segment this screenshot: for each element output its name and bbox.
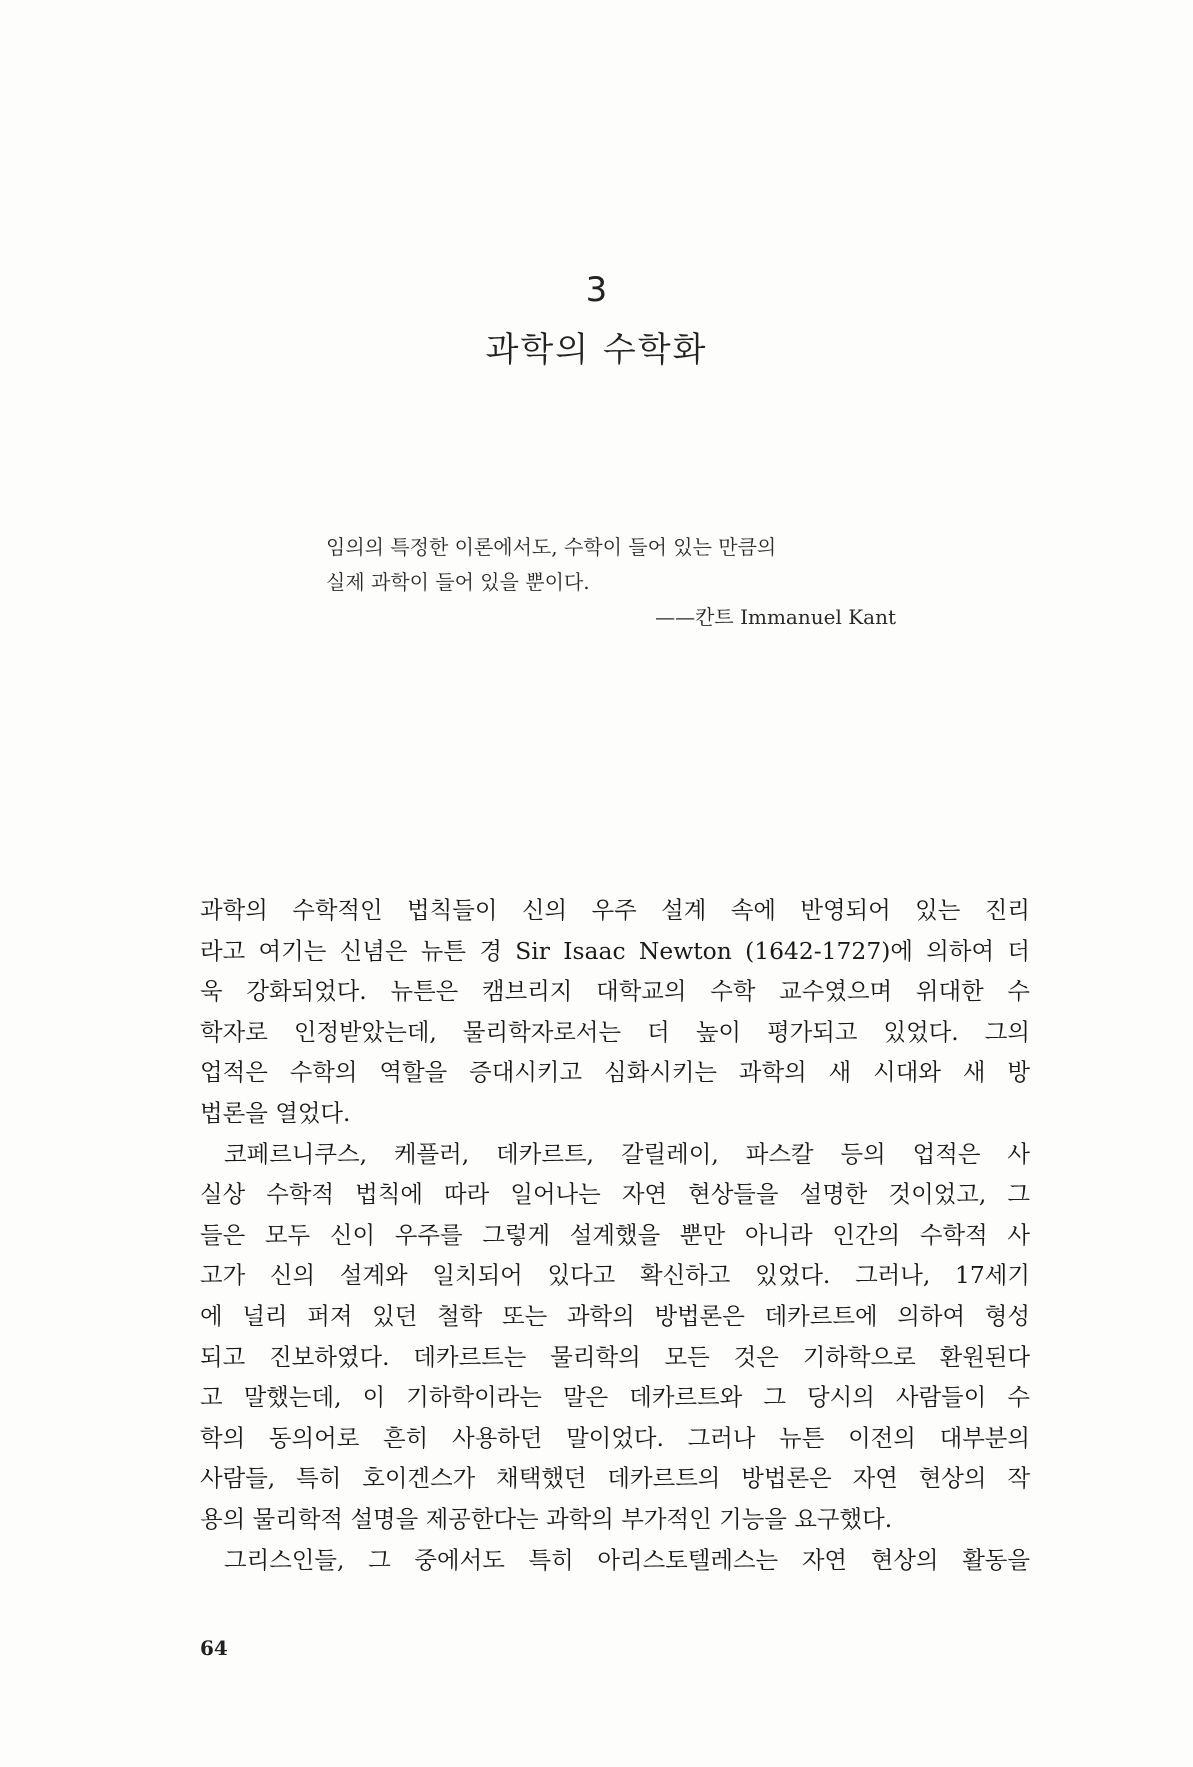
body-line: 욱 강화되었다. 뉴튼은 캠브리지 대학교의 수학 교수였으며 위대한 수 <box>200 977 1030 1006</box>
body-line: 코페르니쿠스, 케플러, 데카르트, 갈릴레이, 파스칼 등의 업적은 사 <box>224 1139 1030 1168</box>
body-line: 라고 여기는 신념은 뉴튼 경 Sir Isaac Newton (1642-1727)에 의하여 더 <box>200 936 1030 965</box>
body-line: 고 말했는데, 이 기하학이라는 말은 데카르트와 그 당시의 사람들이 수 <box>200 1383 1030 1412</box>
page-number: 64 <box>200 1636 228 1660</box>
body-line: 학자로 인정받았는데, 물리학자로서는 더 높이 평가되고 있었다. 그의 <box>200 1017 1030 1046</box>
body-line: 들은 모두 신이 우주를 그렇게 설계했을 뿐만 아니라 인간의 수학적 사 <box>200 1220 1030 1249</box>
body-text <box>200 890 1030 1580</box>
epigraph-attribution: ——칸트 Immanuel Kant <box>655 605 896 629</box>
epigraph <box>326 530 896 635</box>
body-line: 사람들, 특히 호이겐스가 채택했던 데카르트의 방법론은 자연 현상의 작 <box>200 1464 1030 1493</box>
body-line: 학의 동의어로 흔히 사용하던 말이었다. 그러나 뉴튼 이전의 대부분의 <box>200 1423 1030 1452</box>
epigraph-line: 임의의 특정한 이론에서도, 수학이 들어 있는 만큼의 <box>326 535 777 559</box>
body-line: 법론을 열었다. <box>200 1098 351 1127</box>
body-line: 실상 수학적 법칙에 따라 일어나는 자연 현상들을 설명한 것이었고, 그 <box>200 1180 1030 1209</box>
body-line: 그리스인들, 그 중에서도 특히 아리스토텔레스는 자연 현상의 활동을 <box>224 1545 1030 1574</box>
body-line: 용의 물리학적 설명을 제공한다는 과학의 부가적인 기능을 요구했다. <box>200 1504 893 1533</box>
body-line: 에 널리 퍼져 있던 철학 또는 과학의 방법론은 데카르트에 의하여 형성 <box>200 1301 1030 1330</box>
chapter-title: 과학의 수학화 <box>485 330 708 370</box>
body-line: 되고 진보하였다. 데카르트는 물리학의 모든 것은 기하학으로 환원된다 <box>200 1342 1030 1371</box>
epigraph-line: 실제 과학이 들어 있을 뿐이다. <box>326 570 590 594</box>
body-line: 업적은 수학의 역할을 증대시키고 심화시키는 과학의 새 시대와 새 방 <box>200 1058 1030 1087</box>
body-line: 과학의 수학적인 법칙들이 신의 우주 설계 속에 반영되어 있는 진리 <box>200 896 1030 924</box>
chapter-number: 3 <box>585 270 608 310</box>
body-line: 고가 신의 설계와 일치되어 있다고 확신하고 있었다. 그러나, 17세기 <box>200 1261 1030 1290</box>
